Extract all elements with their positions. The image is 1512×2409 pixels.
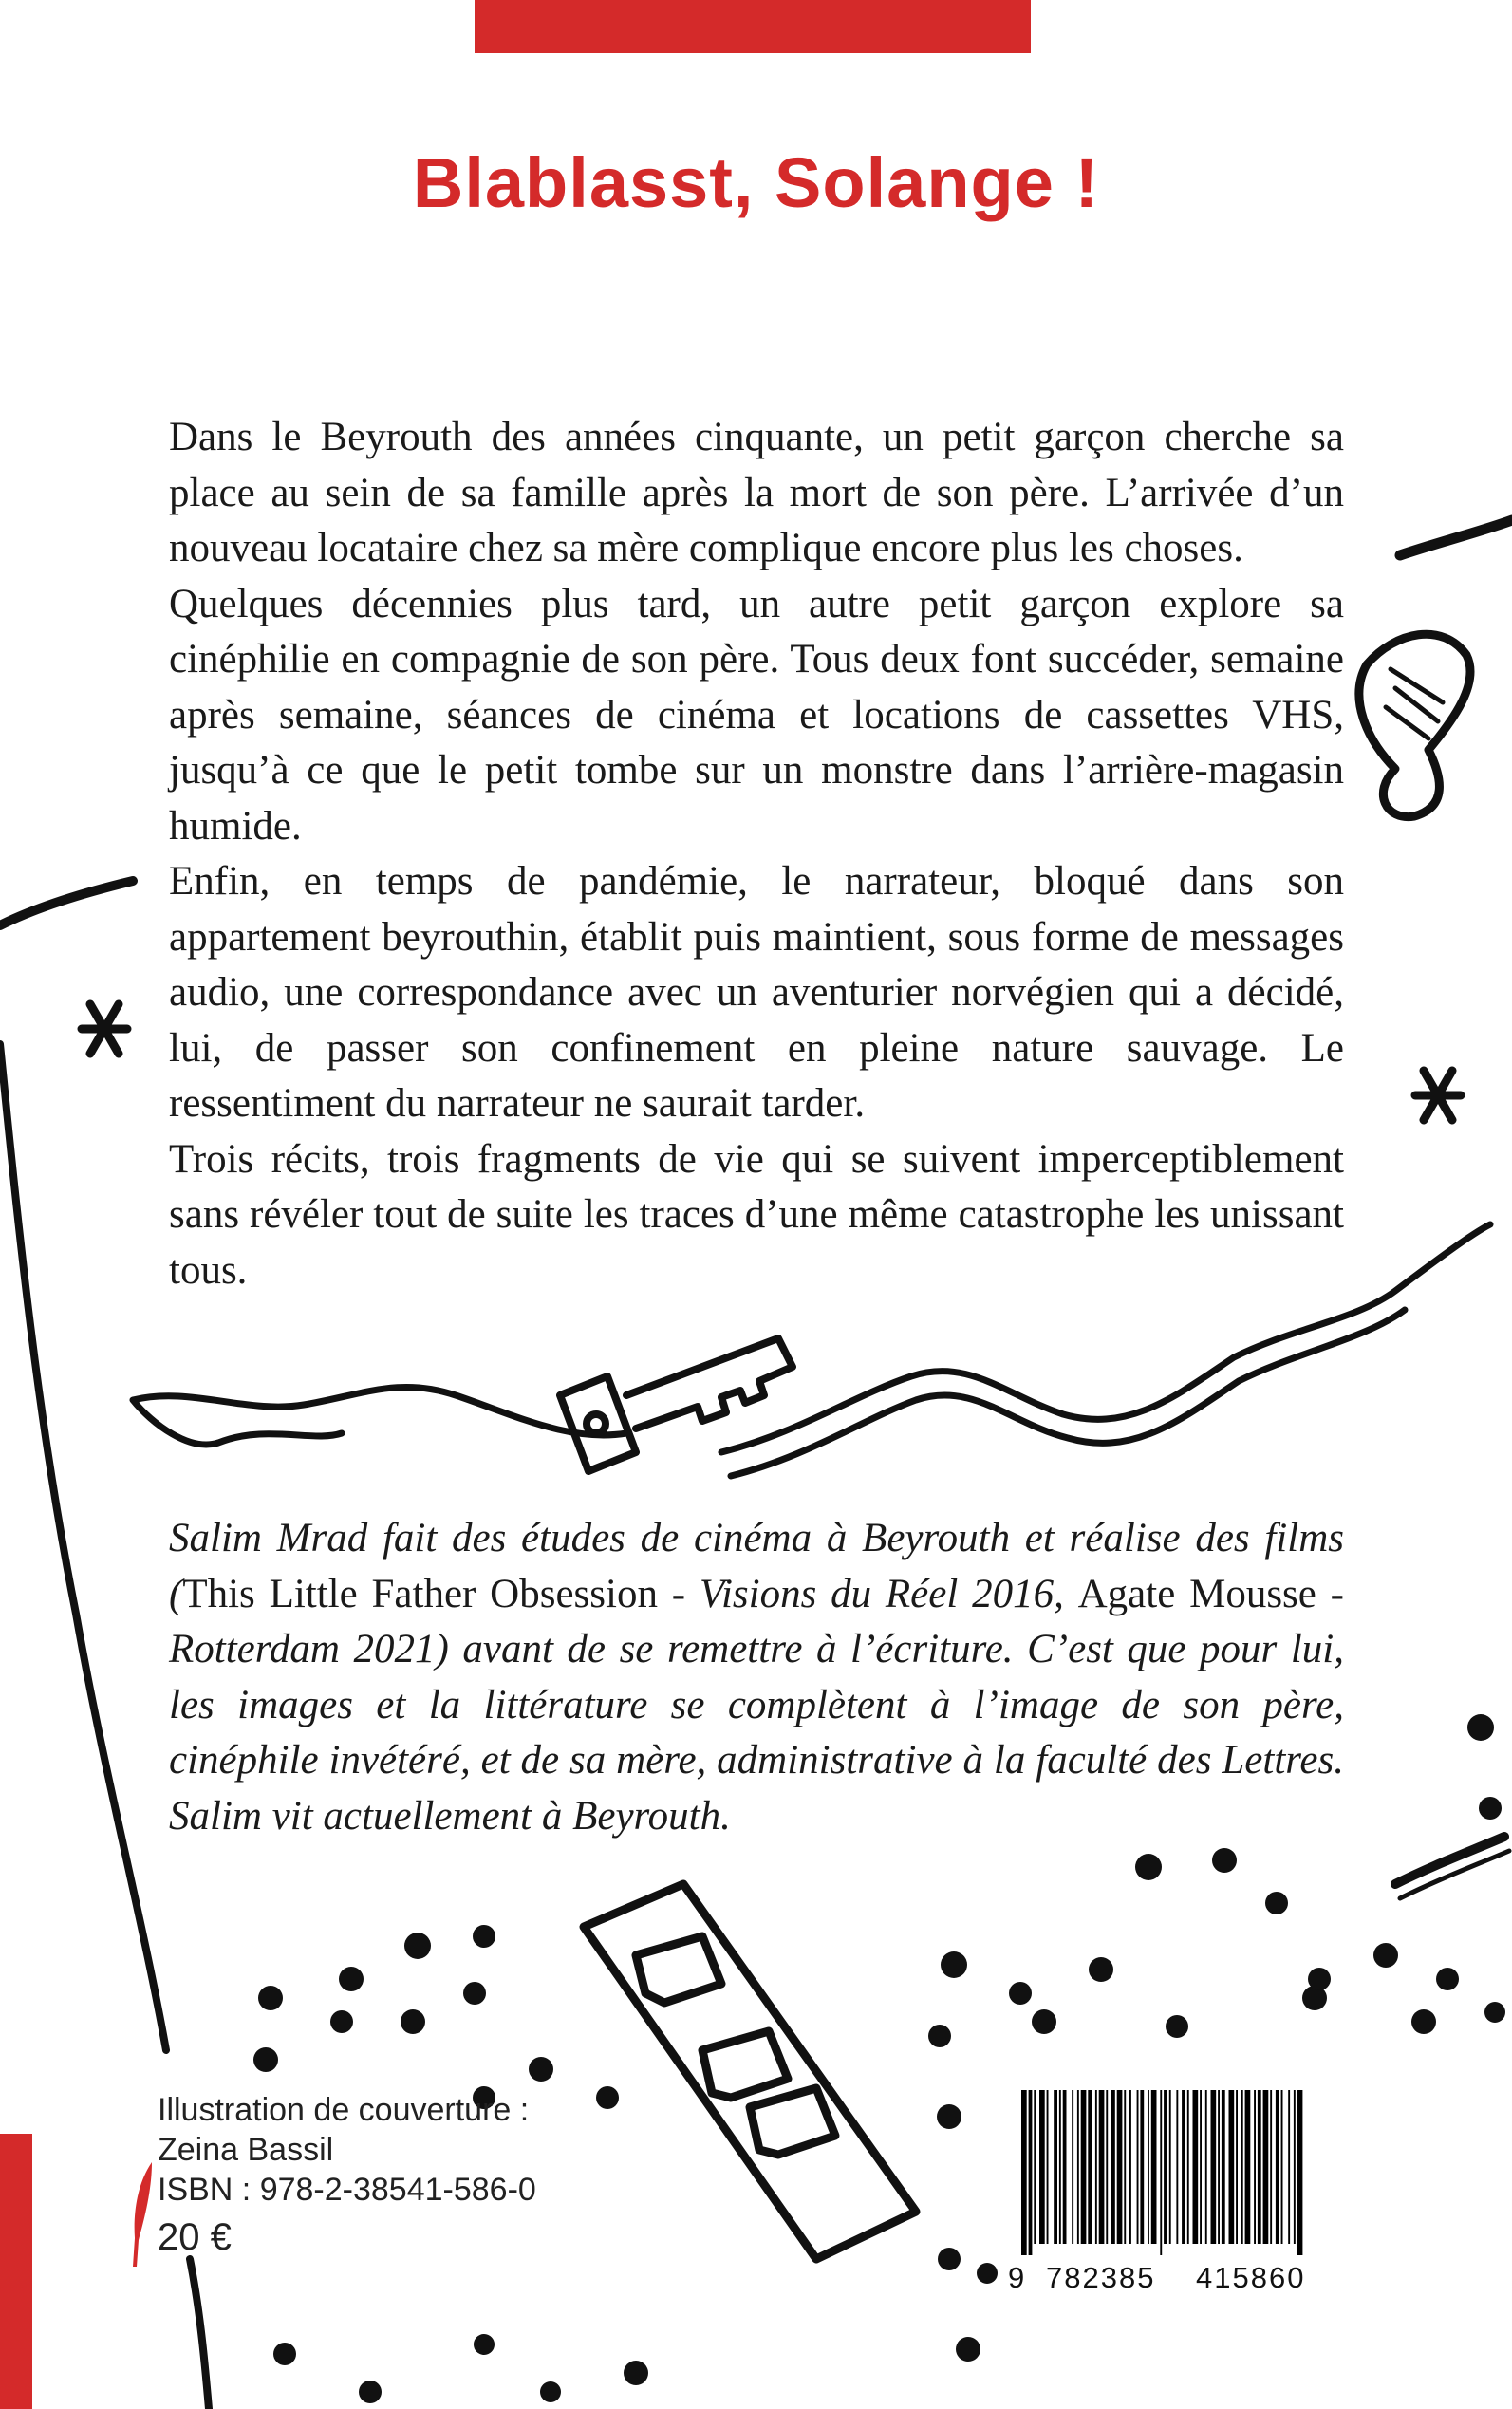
barcode-bar [1218,2090,1220,2244]
barcode-bar [1281,2090,1283,2244]
price: 20 € [158,2216,232,2258]
barcode-bar [1241,2090,1243,2244]
barcode-bar [1111,2090,1115,2244]
barcode-bar [1187,2090,1189,2244]
barcode-group-2: 415860 [1196,2261,1306,2294]
asterisk-right [1415,1071,1461,1120]
barcode-bar [1258,2090,1261,2244]
synopsis-paragraph: Trois récits, trois fragments de vie qui se suivent imperceptiblement sans révéler tout de suite les traces d’une même catastrophe les unissant tous. [169,1136,1344,1293]
ink-stroke-top-right [1400,520,1512,555]
barcode-bar [1137,2090,1139,2244]
barcode-bar [1077,2090,1079,2244]
barcode-bar [1211,2090,1217,2244]
key-drawing [560,1338,793,1471]
synopsis [169,410,1344,1298]
barcode-bar [1297,2090,1303,2255]
synopsis-paragraph: Enfin, en temps de pandémie, le narrateur, bloqué dans son appartement beyrouthin, établit puis maintient, sous forme de messages audio, une correspondance avec un aventurier norvégien qui a décidé, lui, de passer son confinement en pleine nature sauvage. Le ressentiment du narrateur ne saurait tarder. [169,859,1344,1126]
barcode-bar [1254,2090,1256,2244]
illustrator-name: Zeina Bassil [158,2132,334,2168]
barcode-bar [1088,2090,1092,2244]
bio-text: - Visions du Réel 2016, [657,1571,1078,1616]
barcode-bar [1081,2090,1087,2244]
barcode-bar [1148,2090,1149,2244]
barcode-bar [1288,2090,1290,2244]
barcode-bar [1245,2090,1251,2244]
barcode-bar [1176,2090,1178,2244]
barcode-bar [1294,2090,1296,2244]
barcode-bar [1047,2090,1049,2244]
barcode-bar [1193,2090,1199,2244]
barcode-bar [1059,2090,1061,2244]
barcode-bar [1072,2090,1073,2244]
barcode-first-digit: 9 [1008,2261,1025,2294]
isbn: ISBN : 978-2-38541-586-0 [158,2172,536,2208]
barcode-bar [1063,2090,1067,2244]
ribbon-drawing [133,1387,626,1445]
barcode [1008,2084,1327,2299]
barcode-bar [1205,2090,1207,2244]
barcode-bar [1129,2090,1131,2244]
barcode-bar [1151,2090,1157,2244]
barcode-group-1: 782385 [1046,2261,1156,2294]
barcode-bar [1236,2090,1238,2244]
barcode-bar [1222,2090,1225,2244]
barcode-bar [1039,2090,1045,2244]
barcode-bar [1169,2090,1171,2244]
ink-stroke-left [0,881,133,925]
barcode-icon [1008,2084,1327,2255]
barcode-bar [1054,2090,1057,2244]
synopsis-paragraph: Dans le Beyrouth des années cinquante, un petit garçon cherche sa place au sein de sa famille après la mort de son père. L’arrivée d’un nouveau locataire chez sa mère complique encore plus les choses. [169,415,1344,570]
feather-logo-icon [131,2162,156,2267]
film-title: This Little Father Obsession [182,1571,658,1616]
author-bio [169,1511,1344,1844]
book-title: Blablasst, Solange ! [412,143,1100,222]
film-title: Agate Mousse [1077,1571,1316,1616]
barcode-bar [1270,2090,1272,2244]
barcode-bar [1095,2090,1097,2244]
barcode-bar [1099,2090,1105,2244]
barcode-bar [1276,2090,1279,2244]
synopsis-paragraph: Quelques décennies plus tard, un autre petit garçon explore sa cinéphilie en compagnie de son père. Tous deux font succéder, semaine après semaine, séances de cinéma et locations de cassettes VHS, jusqu’à ce que le petit tombe sur un monstre dans l’arrière-magasin humide. [169,581,1344,849]
illustration-label: Illustration de couverture : [158,2092,530,2128]
barcode-bar [1021,2090,1027,2255]
asterisk-left [82,1004,127,1054]
barcode-bar [1140,2090,1144,2244]
bio-text: Salim Mrad fait des études de cinéma à Beyrouth et réalise des films ( [169,1516,1344,1616]
credits [158,2090,651,2257]
barcode-bar [1160,2090,1162,2255]
barcode-bar [1182,2090,1185,2244]
bio-text: - Rotterdam 2021) avant de se remettre à l’écriture. C’est que pour lui, les images et la littérature se complètent à l’image de son père, cinéphile invétéré, et de sa mère, administrative à la faculté des Lettres. Salim vit actuellement à Beyrouth. [169,1571,1345,1839]
barcode-bar [1034,2090,1036,2244]
barcode-bar [1200,2090,1202,2244]
barcode-bar [1263,2090,1269,2244]
barcode-bar [1117,2090,1123,2244]
barcode-bar [1164,2090,1167,2244]
barcode-bar [1106,2090,1108,2244]
barcode-bar [1029,2090,1033,2255]
barcode-bar [1229,2090,1235,2244]
barcode-bar [1124,2090,1126,2244]
